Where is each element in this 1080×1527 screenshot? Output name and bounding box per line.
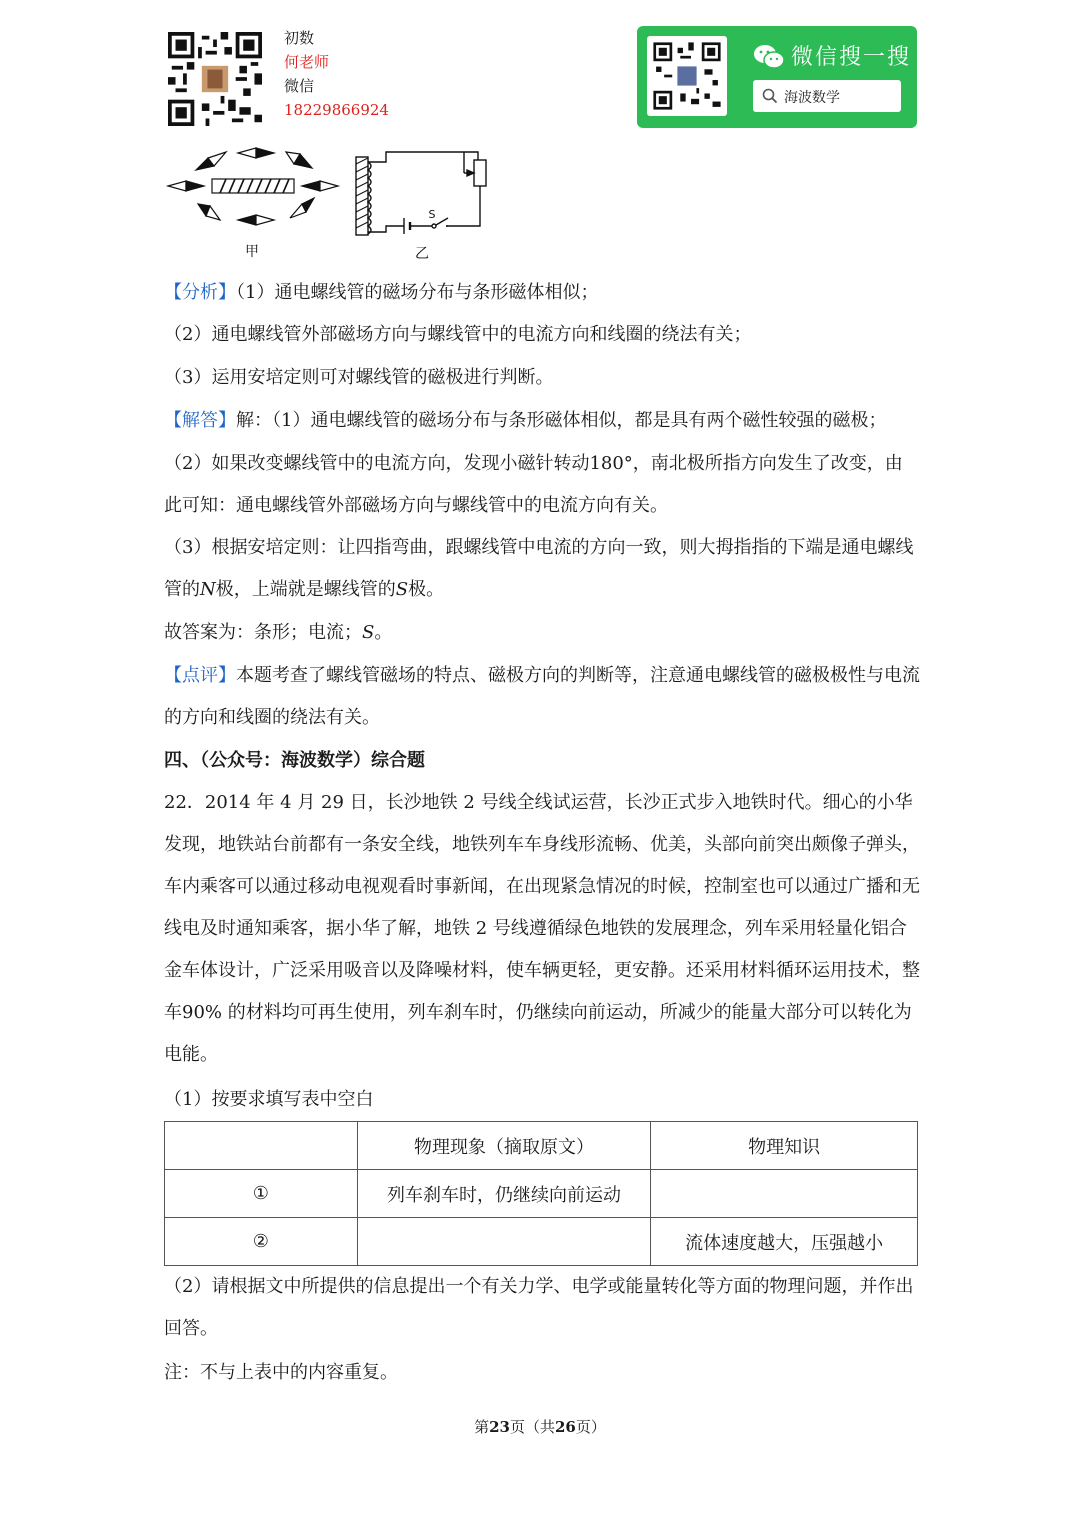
wechat-logo-icon (753, 44, 785, 70)
table-row (165, 1218, 918, 1266)
solution-tag: 【解答】 (164, 410, 236, 431)
wechat-search-card[interactable] (637, 26, 917, 128)
compass-needle-right (302, 181, 338, 191)
solution-answer: 故答案为：条形；电流；S。 (164, 622, 393, 643)
wechat-search-box[interactable] (753, 80, 901, 112)
solution-line-2: （2）如果改变螺线管中的电流方向，发现小磁针转动180°，南北极所指方向发生了改变，由此可知：通电螺线管外部磁场方向与螺线管中的电流方向有关。 (164, 453, 903, 516)
switch-label: S (428, 208, 436, 221)
current-page: 23 (489, 1418, 510, 1436)
table-cell-blank[interactable] (651, 1170, 918, 1218)
qr-code-left (168, 32, 262, 126)
contact-wechat-label: 微信 (284, 77, 315, 95)
question-22-sub2: （2）请根据文中所提供的信息提出一个有关力学、电学或能量转化等方面的物理问题，并作出回答。 (164, 1276, 914, 1339)
contact-info (284, 26, 389, 122)
wechat-qr-code (647, 36, 727, 116)
compass-needle-top-right (286, 152, 312, 168)
physics-figure (160, 140, 500, 265)
contact-subject: 初数 (284, 29, 315, 47)
total-pages: 26 (555, 1418, 576, 1436)
table-row (165, 1170, 918, 1218)
table-header-row (165, 1122, 918, 1170)
contact-phone: 18229866924 (284, 101, 389, 119)
pole-n: N (200, 579, 216, 600)
pole-s: S (395, 579, 409, 600)
figure-label-jia: 甲 (245, 244, 259, 260)
answer-table (164, 1121, 918, 1266)
comment-tag: 【点评】 (164, 665, 236, 686)
analysis-line-1: 【分析】（1）通电螺线管的磁场分布与条形磁体相似； (164, 282, 599, 303)
table-header-cell: 物理现象（摘取原文） (357, 1122, 651, 1170)
compass-needle-bottom-right (290, 198, 314, 218)
page-footer: 第23页（共26页） (474, 1418, 606, 1436)
search-icon (762, 88, 778, 104)
qr-icon (647, 36, 727, 116)
compass-needle-top-left (196, 152, 226, 170)
question-22-sub1: （1）按要求填写表中空白 (164, 1089, 374, 1110)
analysis-tag: 【分析】 (164, 282, 236, 303)
figure-yi (356, 152, 486, 235)
answer-pole-s: S (362, 622, 375, 643)
wechat-search-title: 微信搜一搜 (791, 45, 912, 70)
compass-needle-top-mid (238, 148, 274, 158)
table-header-cell: 物理知识 (651, 1122, 918, 1170)
contact-teacher: 何老师 (284, 53, 330, 71)
analysis-line-2: （2）通电螺线管外部磁场方向与螺线管中的电流方向和线圈的绕法有关； (164, 324, 752, 345)
question-22-text: 22．2014 年 4 月 29 日，长沙地铁 2 号线全线试运营，长沙正式步入地铁时代。细心的小华发现，地铁站台前都有一条安全线，地铁列车车身线形流畅、优美，头部向前突出颇像子弹头，车内乘客可以通过移动电视观看时事新闻，在出现紧急情况的时候，控制室也可以通过广播和无线电及时通知乘客，据小华了解，地铁 2 号线遵循绿色地铁的发展理念，列车采用轻量化铝合金车体设计，广泛采用吸音以及降噪材料，使车辆更轻，更安静。还采用材料循环运用技术，整车90% 的材料均可再生使用，列车刹车时，仍继续向前运动，所减少的能量大部分可以转化为电能。 (164, 792, 920, 1065)
table-cell: ② (165, 1218, 358, 1266)
table-header-cell (165, 1122, 358, 1170)
wechat-search-text: 海波数学 (784, 90, 840, 106)
comment-paragraph: 【点评】本题考查了螺线管磁场的特点、磁极方向的判断等，注意通电螺线管的磁极极性与电流的方向和线圈的绕法有关。 (164, 665, 920, 728)
figure-jia (168, 148, 338, 225)
figure-label-yi: 乙 (415, 246, 429, 262)
table-cell: ① (165, 1170, 358, 1218)
table-cell-blank[interactable] (357, 1218, 651, 1266)
compass-needle-bottom-left (198, 204, 220, 220)
compass-needle-left (168, 181, 204, 191)
question-22-note: 注：不与上表中的内容重复。 (164, 1362, 398, 1383)
table-cell: 流体速度越大，压强越小 (651, 1218, 918, 1266)
table-cell: 列车刹车时，仍继续向前运动 (357, 1170, 651, 1218)
compass-needle-bottom-mid (238, 215, 274, 225)
solution-line-1: 【解答】解：（1）通电螺线管的磁场分布与条形磁体相似，都是具有两个磁性较强的磁极； (164, 410, 887, 431)
solution-line-3: （3）根据安培定则：让四指弯曲，跟螺线管中电流的方向一致，则大拇指指的下端是通电螺线管的N极，上端就是螺线管的S极。 (164, 537, 914, 600)
analysis-line-3: （3）运用安培定则可对螺线管的磁极进行判断。 (164, 367, 554, 388)
section-title: 四、（公众号：海波数学）综合题 (164, 750, 425, 771)
